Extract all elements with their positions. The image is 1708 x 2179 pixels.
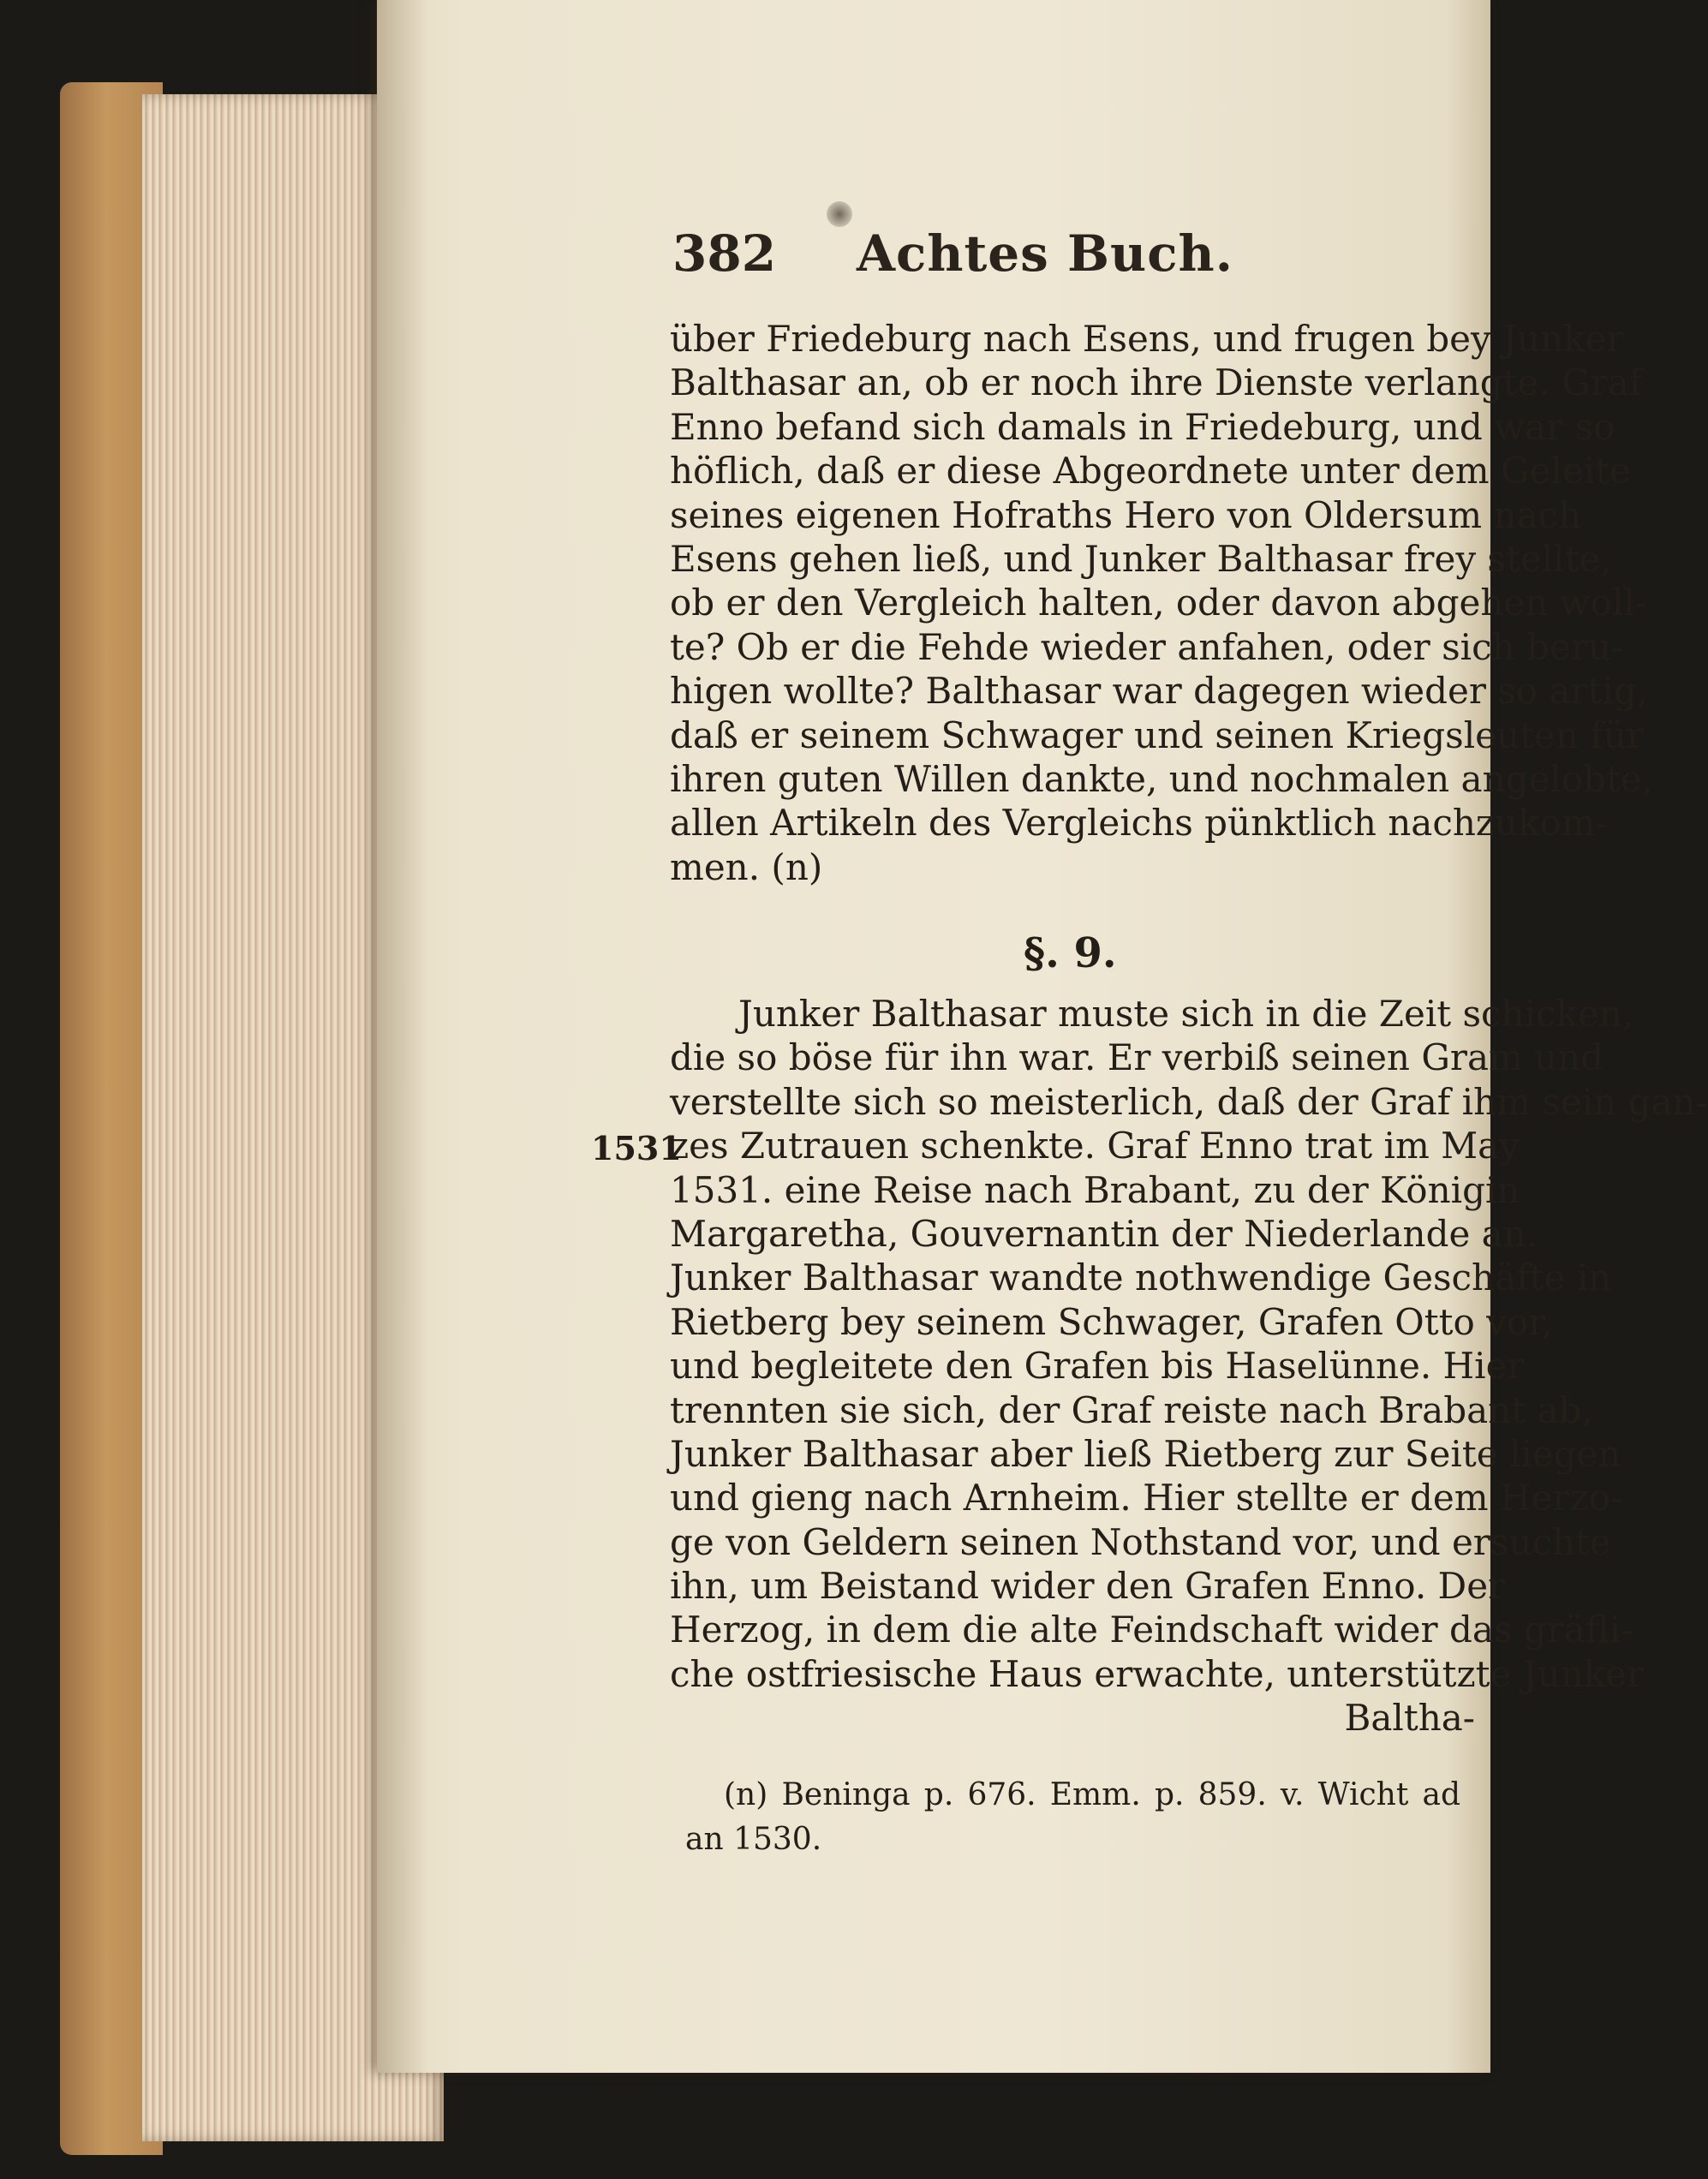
footnote-line: an 1530. bbox=[685, 1822, 822, 1857]
text-line: und gieng nach Arnheim. Hier stellte er dem Herzo- bbox=[670, 1477, 1623, 1519]
paragraph-2 bbox=[670, 992, 1708, 1740]
text-line: ob er den Vergleich halten, oder davon abgehen woll- bbox=[670, 582, 1647, 624]
text-line: Enno befand sich damals in Friedeburg, und war so bbox=[670, 405, 1615, 448]
text-line: seines eigenen Hofraths Hero von Oldersum nach bbox=[670, 493, 1582, 536]
paragraph-1 bbox=[670, 317, 1654, 889]
text-line: Junker Balthasar muste sich in die Zeit schicken, bbox=[738, 993, 1634, 1035]
text-line: ihn, um Beistand wider den Grafen Enno. Der bbox=[670, 1565, 1506, 1608]
text-line: Junker Balthasar wandte nothwendige Geschäfte in bbox=[670, 1257, 1612, 1299]
text-line: ge von Geldern seinen Nothstand vor, und ersuchte bbox=[670, 1520, 1611, 1563]
ink-smudge bbox=[827, 201, 852, 227]
section-heading: §. 9. bbox=[1024, 929, 1117, 977]
text-line: Herzog, in dem die alte Feindschaft wider das gräfli- bbox=[670, 1609, 1633, 1651]
footnote-line: (n) Beninga p. 676. Emm. p. 859. v. Wicht ad bbox=[724, 1777, 1460, 1812]
gutter-shadow bbox=[377, 0, 428, 2073]
text-line: Margaretha, Gouvernantin der Niederlande an. bbox=[670, 1212, 1538, 1255]
text-line: Junker Balthasar aber ließ Rietberg zur Seite liegen bbox=[670, 1432, 1621, 1475]
text-line: zes Zutrauen schenkte. Graf Enno trat im May bbox=[670, 1125, 1520, 1167]
margin-note-year: 1531 bbox=[591, 1129, 682, 1167]
text-line: höflich, daß er diese Abgeordnete unter dem Geleite bbox=[670, 450, 1631, 493]
text-line: te? Ob er die Fehde wieder anfahen, oder sich beru- bbox=[670, 625, 1624, 668]
text-line: die so böse für ihn war. Er verbiß seinen Gram und bbox=[670, 1036, 1604, 1079]
text-line: verstellte sich so meisterlich, daß der Graf ihm sein gan- bbox=[670, 1080, 1708, 1123]
text-line: Balthasar an, ob er noch ihre Dienste verlangte. Graf bbox=[670, 361, 1643, 404]
catchword: Baltha- bbox=[1344, 1697, 1475, 1740]
text-line: ihren guten Willen dankte, und nochmalen angelobte, bbox=[670, 757, 1654, 800]
running-title: Achtes Buch. bbox=[857, 224, 1233, 283]
text-line: und begleitete den Grafen bis Haselünne. Hier bbox=[670, 1345, 1525, 1388]
text-line: 1531. eine Reise nach Brabant, zu der Königin bbox=[670, 1168, 1520, 1211]
text-line: Esens gehen ließ, und Junker Balthasar frey stellte, bbox=[670, 537, 1612, 580]
text-line: che ostfriesische Haus erwachte, unterstützte Junker bbox=[670, 1652, 1645, 1695]
text-line: daß er seinem Schwager und seinen Kriegsleuten für bbox=[670, 713, 1644, 756]
text-line: trennten sie sich, der Graf reiste nach Brabant ab, bbox=[670, 1388, 1593, 1431]
running-head bbox=[672, 224, 1255, 293]
text-line: men. (n) bbox=[670, 845, 823, 888]
text-line: Rietberg bey seinem Schwager, Grafen Otto vor, bbox=[670, 1300, 1553, 1343]
text-line: allen Artikeln des Vergleichs pünktlich nachzukom- bbox=[670, 802, 1608, 845]
text-line: higen wollte? Balthasar war dagegen wieder so artig, bbox=[670, 670, 1649, 713]
text-line: über Friedeburg nach Esens, und frugen bey Junker bbox=[670, 318, 1624, 360]
page-number: 382 bbox=[672, 224, 777, 283]
footnote bbox=[685, 1773, 1460, 1862]
